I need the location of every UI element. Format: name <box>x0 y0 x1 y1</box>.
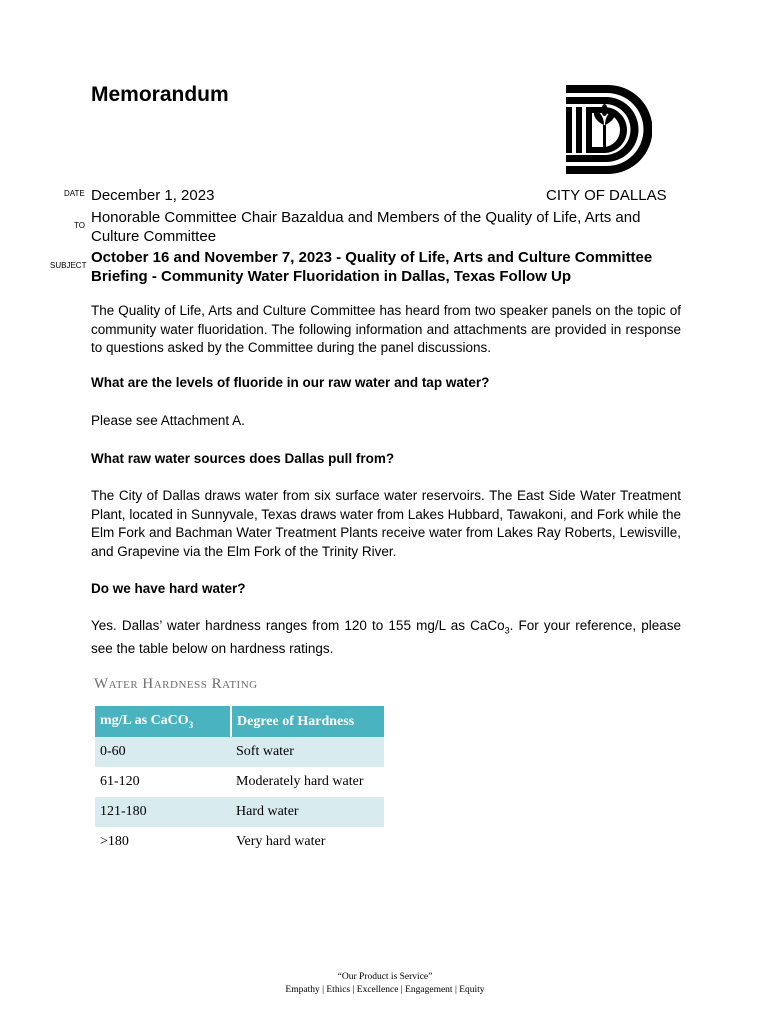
header-mg-per-liter <box>95 706 231 737</box>
range-cell: 61-120 <box>100 774 140 789</box>
answer-hard-water-text-2: . For your reference, please see the table below on hardness ratings. <box>91 618 681 657</box>
table-header-row <box>95 706 384 737</box>
answer-hard-water <box>91 617 681 659</box>
footer-motto: “Our Product is Service” <box>337 972 433 982</box>
answer-fluoride-levels: Please see Attachment A. <box>91 413 245 428</box>
table-row <box>95 737 384 767</box>
range-cell: 121-180 <box>95 797 231 827</box>
degree-cell: Soft water <box>231 737 384 767</box>
to-value: Honorable Committee Chair Bazaldua and Members of the Quality of Life, Arts and Culture Committee <box>91 209 641 245</box>
degree-cell: Hard water <box>231 797 384 827</box>
table-row <box>95 797 384 827</box>
memo-title: Memorandum <box>91 83 229 106</box>
header-mg-per-liter-text: mg/L as CaCO <box>100 713 189 729</box>
city-of-dallas-logo-icon <box>562 83 652 176</box>
degree-cell: Moderately hard water <box>236 774 364 789</box>
answer-hard-water-subscript: 3 <box>504 625 510 636</box>
degree-cell: Very hard water <box>236 834 326 849</box>
answer-water-sources: The City of Dallas draws water from six surface water reservoirs. The East Side Water Treatment Plant, located in Sunnyvale, Texas draws water from Lakes Hubbard, Tawakoni, and Fork while the Elm Fork and Bachman Water Treatment Plants receive water from Lakes Ray Roberts, Lewisville, and Grapevine via the Elm Fork of the Trinity River. <box>91 488 681 559</box>
date-value: December 1, 2023 <box>91 187 215 204</box>
range-cell: >180 <box>100 834 129 849</box>
table-caption: Water Hardness Rating <box>94 676 258 692</box>
hardness-table <box>95 706 384 857</box>
header-degree-of-hardness: Degree of Hardness <box>231 706 384 737</box>
to-label: TO <box>74 221 85 230</box>
table-row <box>95 767 384 797</box>
city-name: CITY OF DALLAS <box>546 187 667 204</box>
header-mg-per-liter-subscript: 3 <box>188 719 194 730</box>
subject-value: October 16 and November 7, 2023 - Quality of Life, Arts and Culture Committee Briefing - Community Water Fluoridation in Dallas, Texas Follow Up <box>91 249 653 285</box>
date-label: DATE <box>64 189 85 198</box>
subject-label: SUBJECT <box>50 261 87 270</box>
range-cell: 0-60 <box>95 737 231 767</box>
table-row <box>95 827 384 857</box>
intro-paragraph: The Quality of Life, Arts and Culture Committee has heard from two speaker panels on the topic of community water fluoridation. The following information and attachments are provided in response to questions asked by the Committee during the panel discussions. <box>91 303 681 355</box>
question-water-sources: What raw water sources does Dallas pull from? <box>91 451 395 466</box>
footer-values: Empathy | Ethics | Excellence | Engagement | Equity <box>285 985 485 995</box>
question-hard-water: Do we have hard water? <box>91 581 246 596</box>
question-fluoride-levels: What are the levels of fluoride in our raw water and tap water? <box>91 375 490 390</box>
answer-hard-water-text-1: Yes. Dallas’ water hardness ranges from 120 to 155 mg/L as CaCo <box>91 618 505 633</box>
